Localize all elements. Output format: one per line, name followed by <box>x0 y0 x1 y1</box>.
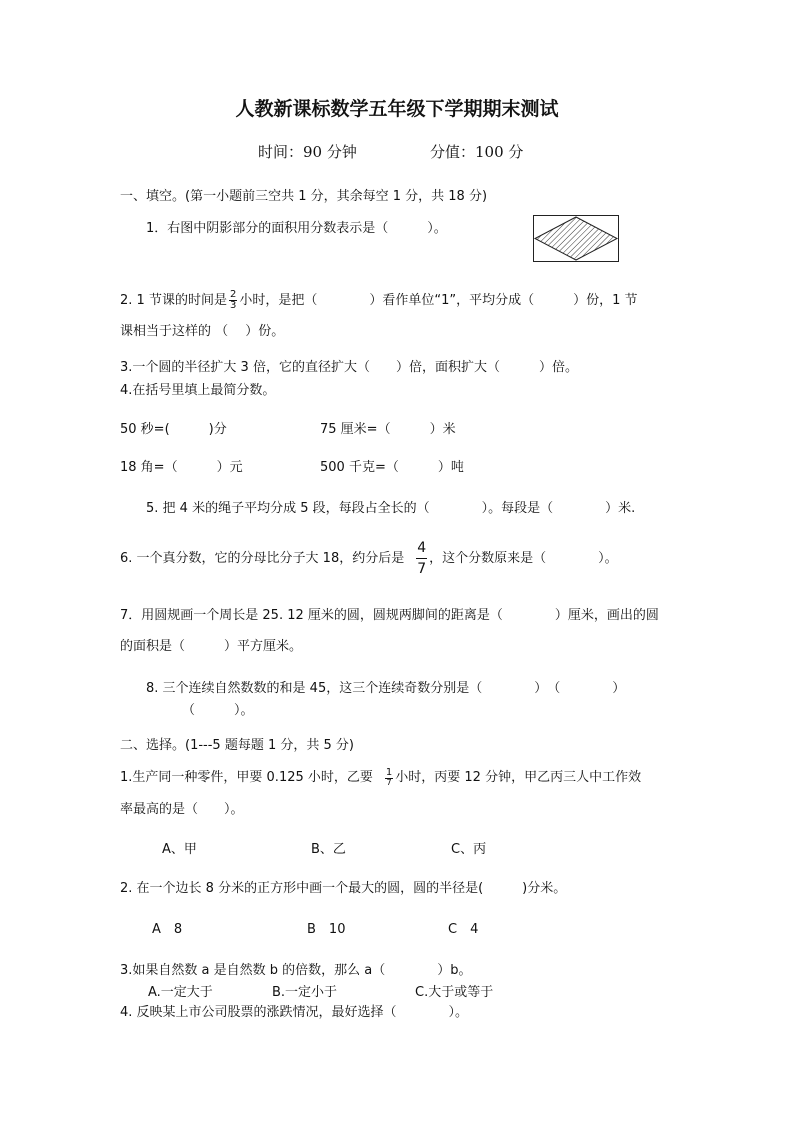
q2-1-option-b: B、乙 <box>311 842 346 857</box>
question-1-7-line2: 的面积是（ ）平方厘米。 <box>120 639 303 654</box>
q4-item-seconds: 50 秒=( )分 <box>120 422 227 437</box>
q2-3-option-c: C.大于或等于 <box>415 985 494 1000</box>
question-2-2: 2. 在一个边长 8 分米的正方形中画一个最大的圆，圆的半径是( )分米。 <box>120 881 567 896</box>
q2-2-option-a: A 8 <box>152 922 183 937</box>
question-2-3: 3.如果自然数 a 是自然数 b 的倍数，那么 a（ ）b。 <box>120 963 472 978</box>
question-1-8: 8. 三个连续自然数数的和是 45，这三个连续奇数分别是（ ） （ ） <box>146 681 626 696</box>
question-1-7: 7．用圆规画一个周长是 25. 12 厘米的圆，圆规两脚间的距离是（ ）厘米，画出的圆 <box>120 608 659 623</box>
q2-1-option-a: A、甲 <box>162 842 197 857</box>
question-1-8-line2: （ ）。 <box>182 703 254 718</box>
q2-2-option-c: C 4 <box>448 922 479 937</box>
q2-1-option-c: C、丙 <box>451 842 487 857</box>
question-1-3: 3.一个圆的半径扩大 3 倍，它的直径扩大（ ）倍，面积扩大（ ）倍。 <box>120 360 578 375</box>
shaded-rhombus-figure <box>533 215 619 262</box>
q4-item-centimeters: 75 厘米=（ ）米 <box>320 422 456 437</box>
question-2-1-line2: 率最高的是（ ）。 <box>120 802 244 817</box>
question-2-1: 1.生产同一种零件，甲要 0.125 小时，乙要 $\frac{1}{7}$ 小时，丙要 12 分钟，甲乙丙三人中工作效 <box>120 767 642 787</box>
question-2-4: 4. 反映某上市公司股票的涨跌情况，最好选择（ ）。 <box>120 1005 469 1020</box>
question-1-2: 2. 1 节课的时间是 $\frac{2}{3}$ 小时，是把（ ）看作单位“1”，平均分成（ ）份，1 节 <box>120 289 638 311</box>
page-title: 人教新课标数学五年级下学期期末测试 <box>235 98 559 120</box>
question-1-5: 5. 把 4 米的绳子平均分成 5 段，每段占全长的（ ）。每段是（ ）米. <box>146 501 636 516</box>
q4-item-jiao: 18 角=（ ）元 <box>120 460 243 475</box>
q2-3-option-b: B.一定小于 <box>272 985 338 1000</box>
question-1-4: 4.在括号里填上最简分数。 <box>120 383 276 398</box>
fraction-one-seventh: $\frac{1}{7}$ <box>385 767 393 787</box>
fraction-two-thirds: $\frac{2}{3}$ <box>229 289 237 311</box>
question-1-1: 1．右图中阴影部分的面积用分数表示是（ ）。 <box>146 221 447 236</box>
question-1-2-line2: 课相当于这样的 （ ）份。 <box>120 324 285 339</box>
q2-3-option-a: A.一定大于 <box>148 985 213 1000</box>
q4-item-kilograms: 500 千克=（ ）吨 <box>320 460 464 475</box>
q2-2-option-b: B 10 <box>307 922 346 937</box>
exam-time: 时间：90 分钟 <box>258 143 357 161</box>
section1-heading: 一、填空。(第一小题前三空共 1 分，其余每空 1 分，共 18 分) <box>120 189 488 204</box>
section2-heading: 二、选择。(1---5 题每题 1 分，共 5 分) <box>120 738 354 753</box>
exam-score: 分值：100 分 <box>430 143 524 161</box>
question-1-6: 6. 一个真分数，它的分母比分子大 18，约分后是 $\frac{4}{7}$ ，这个分数原来是（ ）。 <box>120 540 618 577</box>
fraction-four-sevenths: $\frac{4}{7}$ <box>417 540 427 577</box>
